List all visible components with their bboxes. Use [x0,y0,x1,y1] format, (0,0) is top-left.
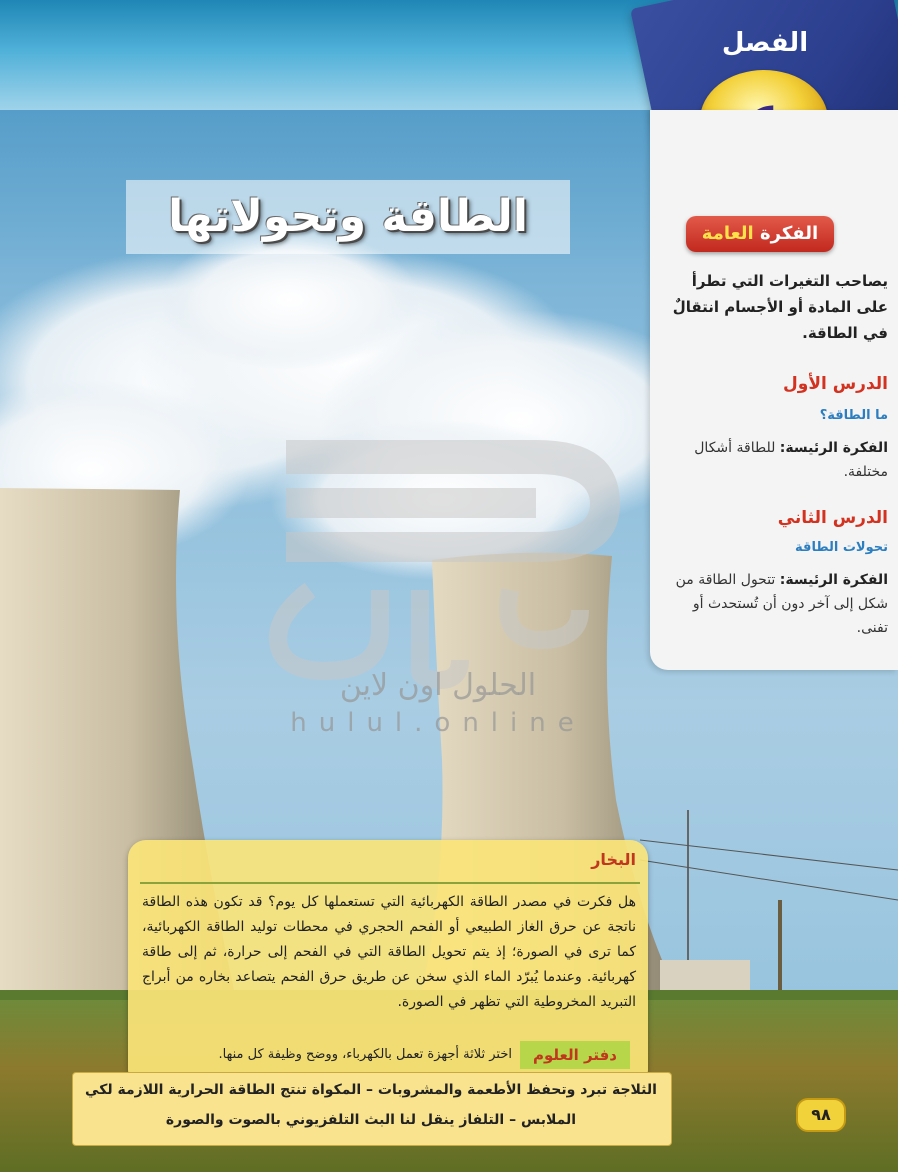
answer-line-2: الملابس – التلفاز ينقل لنا البث التلفزيوني بالصوت والصورة [165,1112,577,1128]
watermark-arabic: الحلول اون لاين [339,668,537,703]
lesson-2-main-idea-label: الفكرة الرئيسة: [779,572,888,588]
hulul-watermark-logo [250,440,650,750]
science-notebook-tag: دفتر العلوم [520,1041,630,1069]
page-number: ٩٨ [796,1098,846,1132]
lesson-2-main-idea-text: تتحول الطاقة من شكل إلى آخر دون أن تُستحدث أو تفنى. [675,572,888,636]
steam-title: البخار [591,850,636,869]
lesson-1-heading: الدرس الأول [783,374,888,394]
steam-divider [140,882,640,884]
lesson-2-heading: الدرس الثاني [777,508,888,528]
chapter-label: الفصل [721,28,809,58]
answer-line-1: الثلاجة تبرد وتحفظ الأطعمة والمشروبات – المكواة تنتج الطاقة الحرارية اللازمة لكي [85,1082,657,1098]
big-idea-badge [686,216,834,252]
lesson-1-main-idea [662,436,888,484]
steam-body-text: هل فكرت في مصدر الطاقة الكهربائية التي تستعملها كل يوم؟ قد تكون هذه الطاقة ناتجة عن حرق الغاز الطبيعي أو الفحم الحجري في محطات توليد الطاقة الكهربائية، كما ترى في الصورة؛ إذ يتم تحويل الطاقة التي في الفحم إلى حرارة، ثم إلى طاقة كهربائية. وعندما يُبرّد الماء الذي سخن عن طريق حرق الفحم يتصاعد بخاره من أبراج التبريد المخروطية التي تظهر في الصورة. [142,894,636,1010]
watermark-latin: hulul.online [290,708,586,738]
chapter-title: الطاقة وتحولاتها [168,191,528,242]
lesson-1-main-idea-label: الفكرة الرئيسة: [779,440,888,456]
big-idea-highlight: العامة [701,223,754,244]
science-notebook-prompt: اختر ثلاثة أجهزة تعمل بالكهرباء، ووضح وظيفة كل منها. [218,1047,512,1062]
big-idea-prefix: الفكرة [760,223,819,244]
big-idea-text: يصاحب التغيرات التي تطرأ على المادة أو الأجسام انتقالٌ في الطاقة. [672,272,888,342]
lesson-1-main-idea-text: للطاقة أشكال مختلفة. [694,440,888,480]
lesson-2-main-idea [662,568,888,640]
lesson-2-subtitle: تحولات الطاقة [795,540,888,555]
lesson-1-subtitle: ما الطاقة؟ [819,408,888,423]
